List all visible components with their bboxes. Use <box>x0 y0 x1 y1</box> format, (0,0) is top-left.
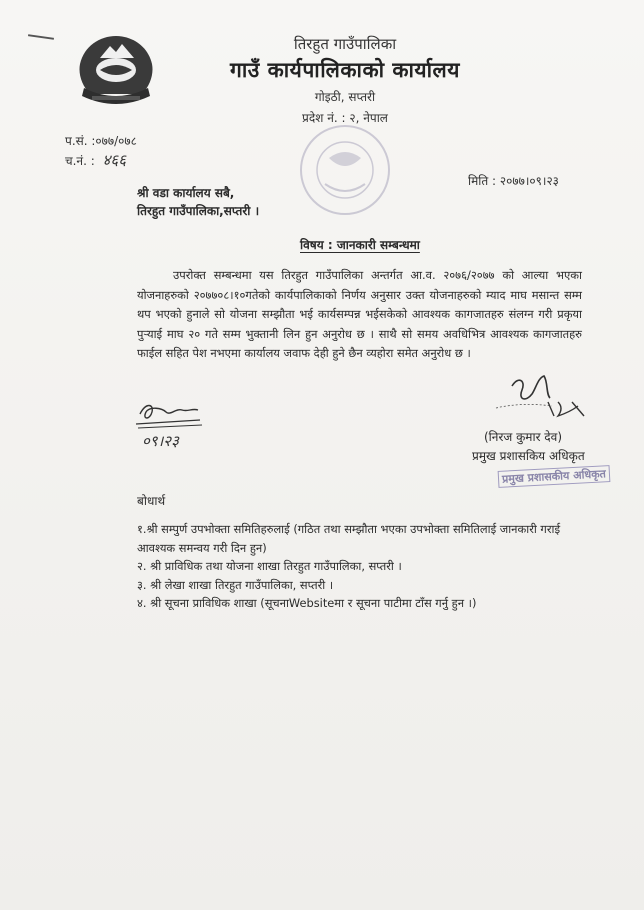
designation-stamp: प्रमुख प्रशासकीय अधिकृत <box>498 465 611 488</box>
cc-item: ३. श्री लेखा शाखा तिरहुत गाउँपालिका, सप्तरी । <box>137 577 334 592</box>
left-signature-date: ०९।२३ <box>142 432 179 450</box>
dispatch-number-label: च.नं. : <box>65 154 95 168</box>
office-seal-icon <box>285 118 405 228</box>
pen-mark <box>28 34 54 40</box>
cc-item: १.श्री सम्पुर्ण उपभोक्ता समितिहरुलाई (गठित तथा सम्झौता भएका उपभोक्ता समितिलाई जानकारी गराई आवश्यक समन्वय गरी दिन हुन) <box>137 522 561 555</box>
left-signature-icon <box>132 398 204 450</box>
dispatch-number: ४६६ <box>102 151 127 169</box>
letter-body-text: उपरोक्त सम्बन्धमा यस तिरहुत गाउँपालिका अन्तर्गत आ.व. २०७६/२०७७ को आल्या भएका योजनाहरुको २०७७०८।१०गतेको कार्यपालिकाको निर्णय अनुसार उक्त योजनाहरुको म्याद माघ मसान्त सम्म थप भएको हुनाले सो योजना सम्झौता भई कार्यसम्पन्न भईसकेको आवश्यक कागजातहरु संलग्न गरी प्रकृया पुऱ्याई माघ २० गते सम्म भुक्तानी लिन हुन अनुरोध छ । साथै सो समय अवधिभित्र आवश्यक कागजातहरु फाईल सहित पेश नभएमा कार्यालय जवाफ देही हुने छैन व्यहोरा समेत अनुरोध छ । <box>137 268 582 360</box>
municipality-name: तिरहुत गाउँपालिका <box>293 35 397 53</box>
recipient-line-2: तिरहुत गाउँपालिका,सप्तरी । <box>137 204 260 218</box>
cc-item: २. श्री प्राविधिक तथा योजना शाखा तिरहुत गाउँपालिका, सप्तरी । <box>137 559 402 573</box>
letter-number: प.सं. :०७७/०७८ <box>65 134 137 148</box>
office-province: प्रदेश नं. : २, नेपाल <box>302 111 388 125</box>
office-name: गाउँ कार्यपालिकाको कार्यालय <box>230 58 460 82</box>
signatory-title: प्रमुख प्रशासकिय अधिकृत <box>472 449 585 463</box>
dispatch-number-line <box>65 150 126 170</box>
cc-list <box>137 520 582 613</box>
signatory-name: (निरज कुमार देव) <box>484 430 563 444</box>
official-signature-icon <box>492 372 592 424</box>
cc-label: बोधार्थ <box>137 494 166 508</box>
recipient-line-1: श्री वडा कार्यालय सबै, <box>137 186 235 200</box>
letter-date: मिति : २०७७।०९।२३ <box>468 174 559 188</box>
office-address: गोइठी, सप्तरी <box>314 90 376 104</box>
cc-item: ४. श्री सूचना प्राविधिक शाखा (सूचनाWebsiteमा र सूचना पाटीमा टाँस गर्नु हुन ।) <box>137 596 477 610</box>
nepal-emblem-icon <box>70 30 162 110</box>
letter-body <box>137 266 582 364</box>
letterhead <box>180 34 510 126</box>
subject-line: विषय : जानकारी सम्बन्धमा <box>300 238 420 252</box>
